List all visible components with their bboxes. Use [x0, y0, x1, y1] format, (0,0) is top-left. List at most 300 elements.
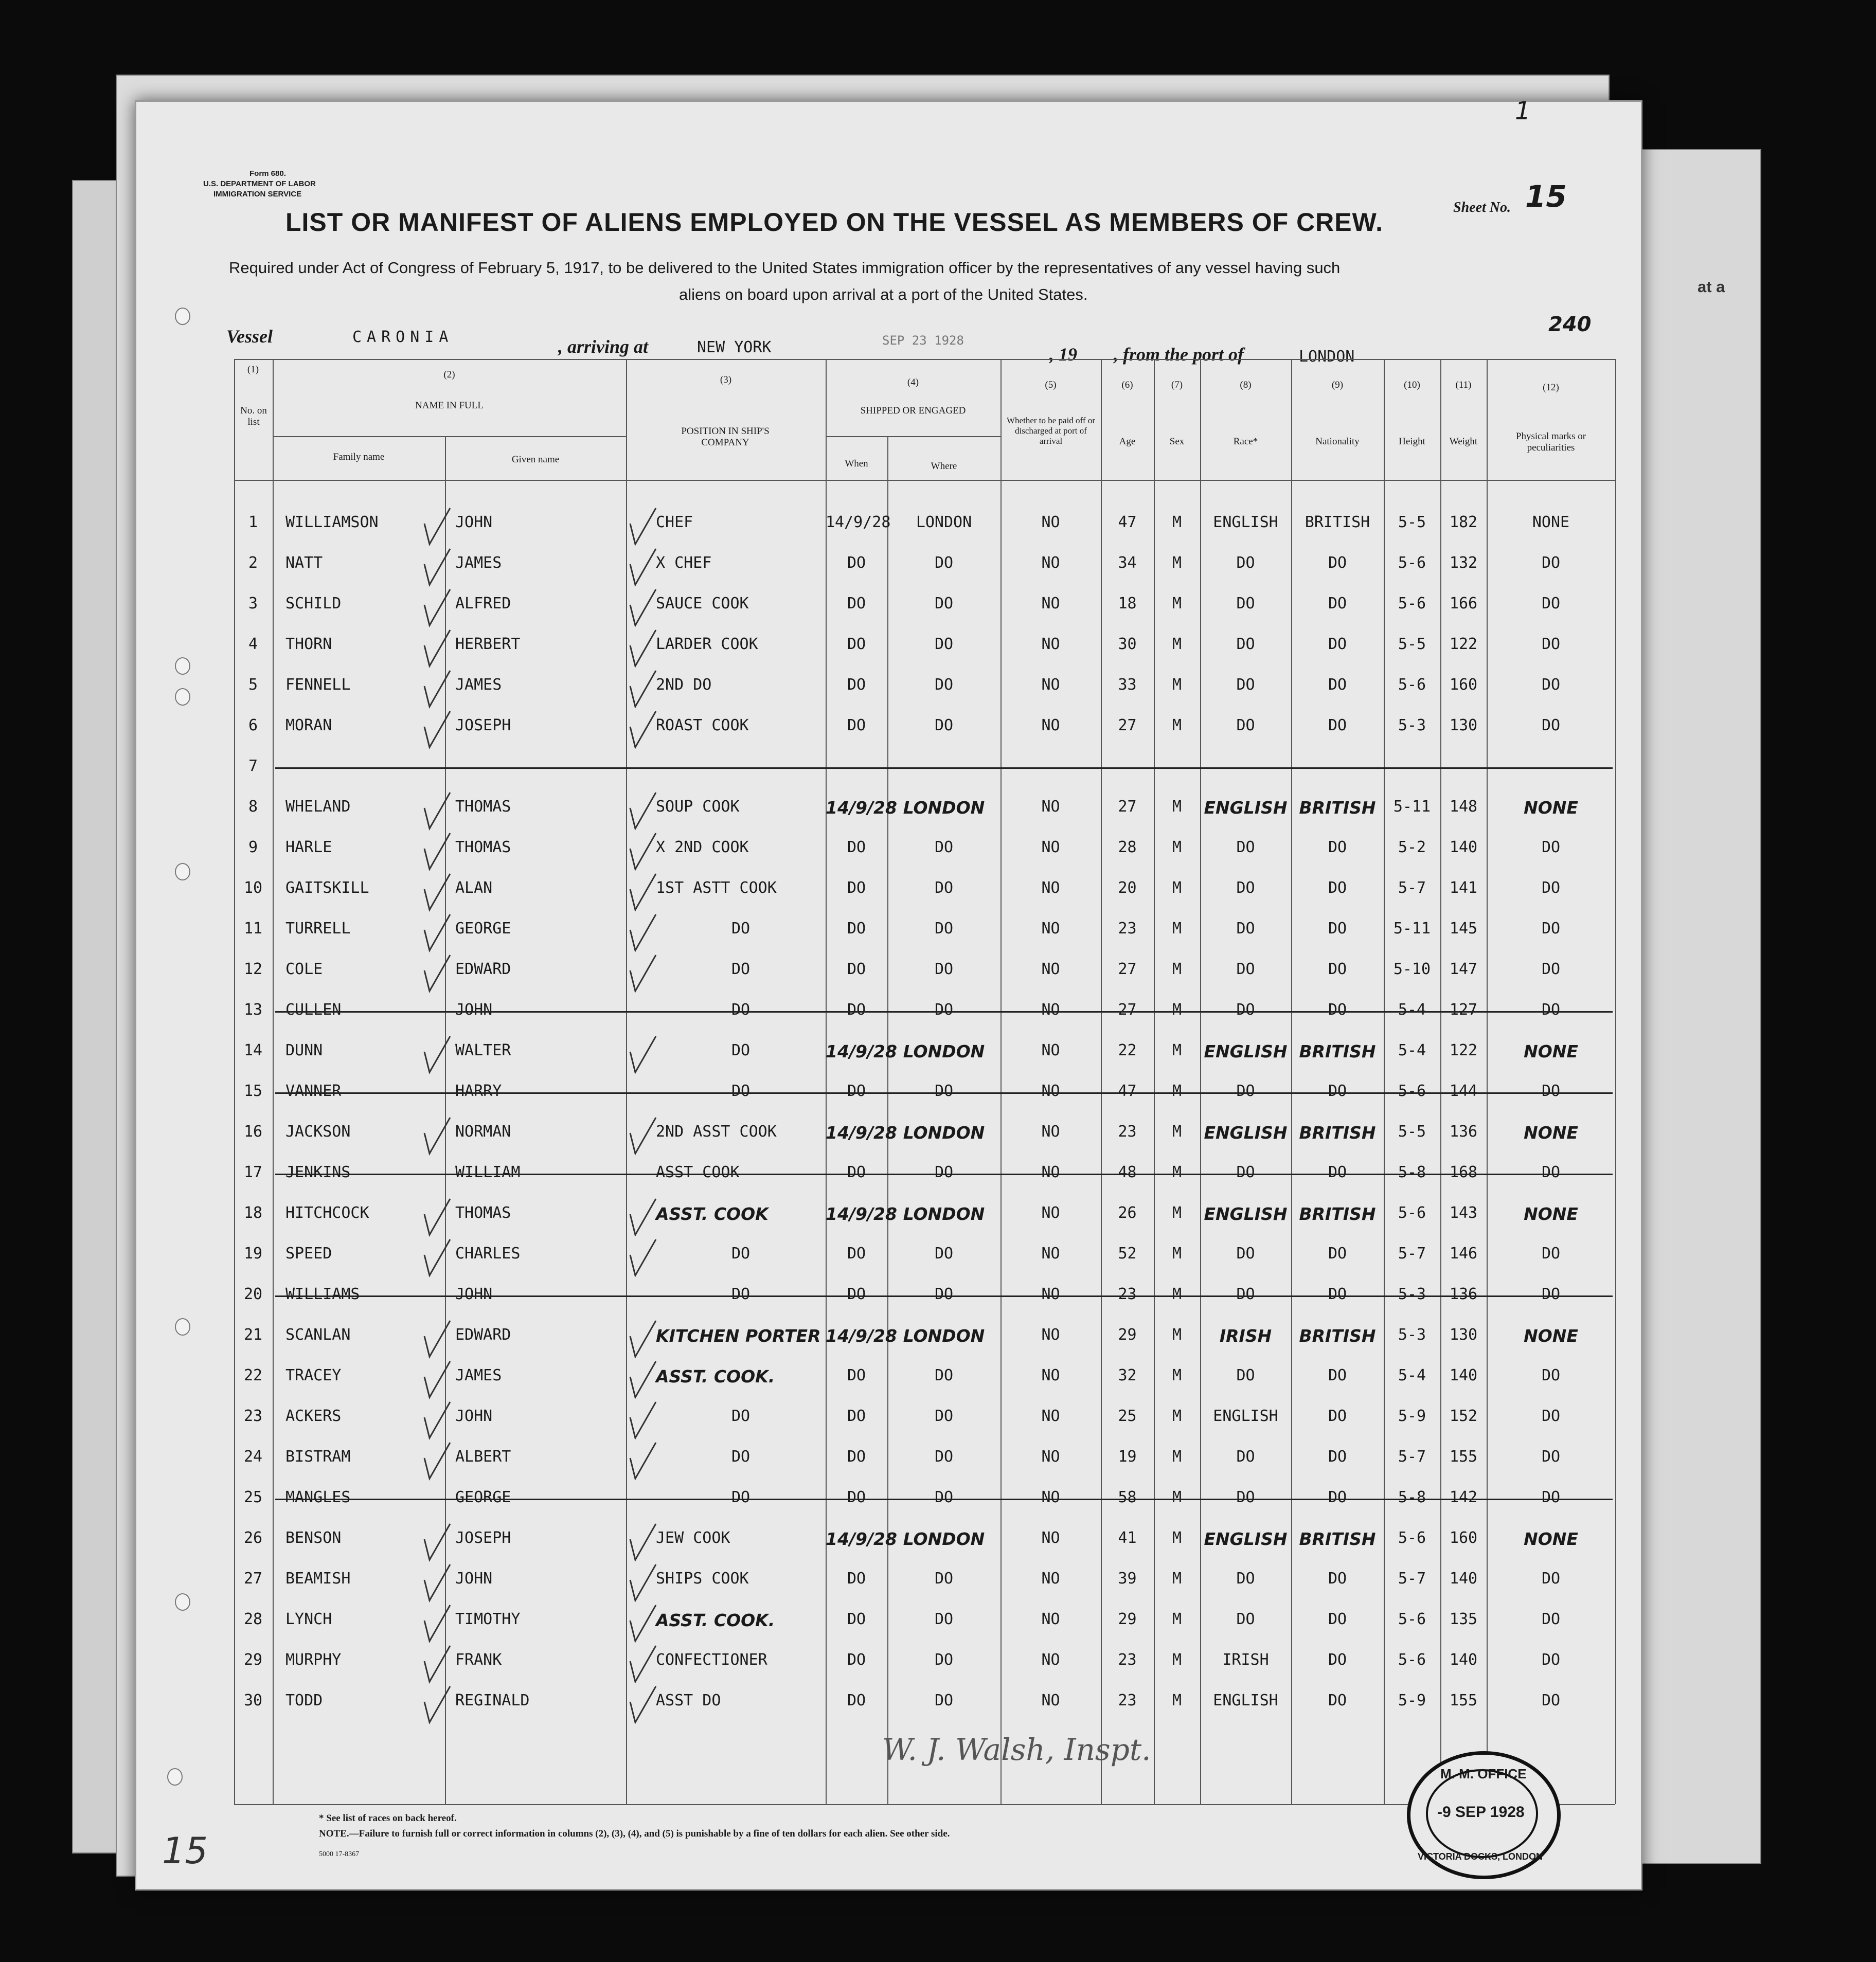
row-number: 20 — [243, 1285, 263, 1303]
position-check-mark — [630, 874, 656, 910]
race: DO — [1236, 1001, 1255, 1019]
family-name: BEAMISH — [285, 1570, 351, 1588]
height: 5-6 — [1398, 1529, 1426, 1547]
age: 23 — [1118, 1285, 1137, 1303]
nationality: DO — [1328, 1082, 1347, 1100]
position: ASST COOK — [656, 1163, 740, 1181]
age: 52 — [1118, 1245, 1137, 1263]
age: 20 — [1118, 879, 1137, 897]
sex: M — [1172, 1001, 1182, 1019]
family-name: TODD — [285, 1691, 323, 1709]
punch-hole — [175, 863, 190, 880]
shipped-when: DO — [847, 1448, 866, 1466]
position-check-mark — [630, 793, 656, 829]
col1-header: No. on list — [240, 405, 267, 427]
paid-off: NO — [1041, 1245, 1060, 1263]
row-number: 28 — [243, 1610, 263, 1628]
physical-marks: DO — [1541, 716, 1561, 734]
given-name: WALTER — [455, 1041, 511, 1059]
physical-marks: DO — [1541, 595, 1561, 613]
height: 5-6 — [1398, 1082, 1426, 1100]
family-check-mark — [424, 874, 450, 910]
physical-marks: DO — [1541, 1570, 1561, 1588]
shipped-where: DO — [934, 920, 954, 938]
family-name: MURPHY — [285, 1651, 342, 1669]
row-number: 11 — [243, 920, 263, 938]
position-check-mark — [630, 1036, 656, 1072]
family-name: SPEED — [285, 1245, 332, 1263]
nationality: DO — [1328, 1570, 1347, 1588]
age: 32 — [1118, 1366, 1137, 1384]
nationality: DO — [1328, 676, 1347, 694]
row-number: 17 — [243, 1163, 263, 1181]
row-number: 12 — [243, 960, 263, 978]
sex: M — [1172, 879, 1182, 897]
position-check-mark — [630, 1321, 656, 1357]
footnote-note: NOTE.—Failure to furnish full or correct information in columns (2), (3), (4), and (5) is punishable by a fine of ten dollars for each alien. See other side. — [319, 1828, 950, 1839]
family-name: SCANLAN — [285, 1326, 351, 1344]
row-number: 30 — [243, 1691, 263, 1709]
physical-marks: NONE — [1524, 1123, 1578, 1143]
family-check-mark — [424, 1646, 450, 1682]
height: 5-5 — [1398, 1123, 1426, 1141]
height: 5-3 — [1398, 716, 1426, 734]
col1-number: (1) — [247, 364, 259, 375]
shipped-where: DO — [934, 1570, 954, 1588]
given-name: JAMES — [455, 676, 502, 694]
age: 28 — [1118, 838, 1137, 856]
race: DO — [1236, 595, 1255, 613]
position: X CHEF — [656, 554, 712, 572]
page-title: LIST OR MANIFEST OF ALIENS EMPLOYED ON THE VESSEL AS MEMBERS OF CREW. — [285, 208, 1383, 237]
family-name: WHELAND — [285, 798, 351, 816]
height: 5-6 — [1398, 1610, 1426, 1628]
physical-marks: DO — [1541, 1610, 1561, 1628]
family-name: JENKINS — [285, 1163, 351, 1181]
paid-off: NO — [1041, 513, 1060, 531]
weight: 140 — [1449, 1570, 1478, 1588]
col8-header: Race* — [1233, 436, 1258, 447]
height: 5-7 — [1398, 1245, 1426, 1263]
weight: 140 — [1449, 838, 1478, 856]
nationality: BRITISH — [1299, 1326, 1376, 1346]
race: DO — [1236, 1488, 1255, 1506]
arriving-label: , arriving at — [558, 336, 649, 357]
position-check-mark — [630, 1686, 656, 1722]
col4-number: (4) — [907, 377, 919, 388]
age: 19 — [1118, 1448, 1137, 1466]
shipped-where: DO — [934, 1082, 954, 1100]
paid-off: NO — [1041, 1570, 1060, 1588]
paid-off: NO — [1041, 838, 1060, 856]
nationality: DO — [1328, 1448, 1347, 1466]
nationality: DO — [1328, 1245, 1347, 1263]
row-number: 9 — [248, 838, 258, 856]
family-name: WILLIAMS — [285, 1285, 360, 1303]
age: 26 — [1118, 1204, 1137, 1222]
given-name: HERBERT — [455, 635, 521, 653]
family-check-mark — [424, 1402, 450, 1438]
shipped-where: DO — [934, 1407, 954, 1425]
shipped-where: LONDON — [903, 1204, 985, 1224]
physical-marks: NONE — [1524, 1529, 1578, 1549]
family-check-mark — [424, 1239, 450, 1275]
family-name: BENSON — [285, 1529, 342, 1547]
position: X 2ND COOK — [656, 838, 749, 856]
shipped-where: LONDON — [903, 1326, 985, 1346]
shipped-where: DO — [934, 635, 954, 653]
nationality: BRITISH — [1299, 1041, 1376, 1061]
physical-marks: NONE — [1524, 1326, 1578, 1346]
row-number: 6 — [248, 716, 258, 734]
col2b-header: Given name — [511, 454, 560, 465]
row-number: 15 — [243, 1082, 263, 1100]
family-name: MORAN — [285, 716, 332, 734]
paid-off: NO — [1041, 1123, 1060, 1141]
family-check-mark — [424, 1321, 450, 1357]
margin-number: 15 — [162, 1830, 208, 1872]
physical-marks: DO — [1541, 920, 1561, 938]
family-name: JACKSON — [285, 1123, 351, 1141]
shipped-when: DO — [847, 716, 866, 734]
race: DO — [1236, 1366, 1255, 1384]
height: 5-9 — [1398, 1407, 1426, 1425]
stamp-location: VICTORIA DOCKS, LONDON — [1418, 1851, 1543, 1862]
shipped-where: DO — [934, 676, 954, 694]
shipped-where: DO — [934, 879, 954, 897]
shipped-when: DO — [847, 879, 866, 897]
height: 5-5 — [1398, 513, 1426, 531]
shipped-where: DO — [934, 595, 954, 613]
race: DO — [1236, 676, 1255, 694]
paid-off: NO — [1041, 676, 1060, 694]
weight: 140 — [1449, 1651, 1478, 1669]
given-name: TIMOTHY — [455, 1610, 521, 1628]
family-check-mark — [424, 589, 450, 625]
shipped-when: DO — [847, 1570, 866, 1588]
family-check-mark — [424, 549, 450, 585]
col10-number: (10) — [1404, 380, 1420, 390]
age: 33 — [1118, 676, 1137, 694]
check-marks — [136, 102, 1641, 1889]
family-name: HARLE — [285, 838, 332, 856]
footnote-races: * See list of races on back hereof. — [319, 1813, 457, 1824]
row-number: 29 — [243, 1651, 263, 1669]
position-check-mark — [630, 1118, 656, 1154]
sex: M — [1172, 1610, 1182, 1628]
race: DO — [1236, 1570, 1255, 1588]
family-check-mark — [424, 1605, 450, 1641]
age: 23 — [1118, 1651, 1137, 1669]
physical-marks: DO — [1541, 1285, 1561, 1303]
nationality: DO — [1328, 1651, 1347, 1669]
given-name: ALFRED — [455, 595, 511, 613]
paid-off: NO — [1041, 595, 1060, 613]
position-check-mark — [630, 1524, 656, 1560]
family-name: VANNER — [285, 1082, 342, 1100]
position: DO — [731, 1041, 751, 1059]
weight: 136 — [1449, 1285, 1478, 1303]
sex: M — [1172, 1041, 1182, 1059]
height: 5-6 — [1398, 595, 1426, 613]
height: 5-7 — [1398, 1448, 1426, 1466]
row-number: 23 — [243, 1407, 263, 1425]
weight: 155 — [1449, 1691, 1478, 1709]
inspector-signature: W. J. Walsh, Inspt. — [882, 1732, 1151, 1767]
row-number: 7 — [248, 757, 258, 775]
position: DO — [731, 1407, 751, 1425]
page-number: 240 — [1548, 313, 1592, 336]
punch-hole — [175, 1318, 190, 1336]
paid-off: NO — [1041, 554, 1060, 572]
sex: M — [1172, 1163, 1182, 1181]
family-name: FENNELL — [285, 676, 351, 694]
col4-header: SHIPPED OR ENGAGED — [860, 405, 966, 416]
shipped-where: DO — [934, 1488, 954, 1506]
paid-off: NO — [1041, 1082, 1060, 1100]
subtitle-line-2: aliens on board upon arrival at a port of the United States. — [679, 285, 1088, 303]
sex: M — [1172, 1407, 1182, 1425]
position-check-mark — [630, 1402, 656, 1438]
punch-hole — [175, 1593, 190, 1611]
weight: 168 — [1449, 1163, 1478, 1181]
nationality: DO — [1328, 1163, 1347, 1181]
print-code: 5000 17-8367 — [319, 1850, 360, 1858]
shipped-where: LONDON — [916, 513, 972, 531]
weight: 182 — [1449, 513, 1478, 531]
shipped-where: DO — [934, 960, 954, 978]
race: DO — [1236, 879, 1255, 897]
race: ENGLISH — [1204, 1041, 1288, 1061]
age: 39 — [1118, 1570, 1137, 1588]
weight: 146 — [1449, 1245, 1478, 1263]
row-number: 27 — [243, 1570, 263, 1588]
paid-off: NO — [1041, 879, 1060, 897]
shipped-when: DO — [847, 635, 866, 653]
shipped-when: DO — [847, 676, 866, 694]
row-number: 5 — [248, 676, 258, 694]
col12-number: (12) — [1543, 382, 1559, 393]
family-name: DUNN — [285, 1041, 323, 1059]
given-name: JOSEPH — [455, 1529, 511, 1547]
position-check-mark — [630, 589, 656, 625]
sex: M — [1172, 1366, 1182, 1384]
position-check-mark — [630, 508, 656, 544]
shipped-when: DO — [847, 1082, 866, 1100]
position: DO — [731, 1001, 751, 1019]
given-name: THOMAS — [455, 1204, 511, 1222]
physical-marks: DO — [1541, 1651, 1561, 1669]
shipped-where: DO — [934, 838, 954, 856]
family-name: THORN — [285, 635, 332, 653]
position: DO — [731, 1082, 751, 1100]
race: IRISH — [1219, 1326, 1272, 1346]
shipped-where: DO — [934, 1285, 954, 1303]
weight: 135 — [1449, 1610, 1478, 1628]
shipped-when: 14/9/28 — [826, 1123, 897, 1143]
col12-header: Physical marks or peculiarities — [1515, 431, 1586, 453]
position: DO — [731, 1448, 751, 1466]
position-check-mark — [630, 1239, 656, 1275]
position: 2ND ASST COOK — [656, 1123, 777, 1141]
family-check-mark — [424, 1564, 450, 1600]
position-check-mark — [630, 914, 656, 950]
shipped-when: DO — [847, 1001, 866, 1019]
race: DO — [1236, 960, 1255, 978]
paid-off: NO — [1041, 1163, 1060, 1181]
paid-off: NO — [1041, 1041, 1060, 1059]
given-name: JAMES — [455, 554, 502, 572]
height: 5-4 — [1398, 1366, 1426, 1384]
race: ENGLISH — [1204, 798, 1288, 818]
weight: 155 — [1449, 1448, 1478, 1466]
race: DO — [1236, 635, 1255, 653]
col8-number: (8) — [1240, 380, 1252, 390]
family-check-mark — [424, 1118, 450, 1154]
family-name: MANGLES — [285, 1488, 351, 1506]
nationality: BRITISH — [1305, 513, 1370, 531]
race: DO — [1236, 1245, 1255, 1263]
row-number: 3 — [248, 595, 258, 613]
shipped-when: DO — [847, 960, 866, 978]
shipped-when: DO — [847, 554, 866, 572]
family-check-mark — [424, 1524, 450, 1560]
family-name: ACKERS — [285, 1407, 342, 1425]
age: 27 — [1118, 1001, 1137, 1019]
height: 5-8 — [1398, 1163, 1426, 1181]
physical-marks: DO — [1541, 1366, 1561, 1384]
age: 47 — [1118, 1082, 1137, 1100]
shipped-where: DO — [934, 1366, 954, 1384]
nationality: BRITISH — [1299, 798, 1376, 818]
race: ENGLISH — [1213, 1691, 1278, 1709]
physical-marks: DO — [1541, 1163, 1561, 1181]
height: 5-11 — [1393, 798, 1431, 816]
family-check-mark — [424, 630, 450, 666]
height: 5-11 — [1393, 920, 1431, 938]
sex: M — [1172, 554, 1182, 572]
shipped-where: DO — [934, 1245, 954, 1263]
paid-off: NO — [1041, 798, 1060, 816]
paid-off: NO — [1041, 1204, 1060, 1222]
col7-number: (7) — [1171, 380, 1183, 390]
weight: 160 — [1449, 676, 1478, 694]
shipped-where: DO — [934, 554, 954, 572]
position: ASST DO — [656, 1691, 721, 1709]
position: ROAST COOK — [656, 716, 749, 734]
row-number: 24 — [243, 1448, 263, 1466]
paid-off: NO — [1041, 920, 1060, 938]
sex: M — [1172, 1488, 1182, 1506]
position-check-mark — [630, 1605, 656, 1641]
form-number: Form 680. — [249, 169, 286, 178]
punch-hole — [175, 308, 190, 325]
position: DO — [731, 920, 751, 938]
punch-hole — [175, 688, 190, 706]
punch-hole — [175, 657, 190, 675]
height: 5-4 — [1398, 1001, 1426, 1019]
position-check-mark — [630, 671, 656, 707]
sex: M — [1172, 838, 1182, 856]
given-name: EDWARD — [455, 960, 511, 978]
physical-marks: DO — [1541, 554, 1561, 572]
col11-number: (11) — [1455, 380, 1472, 390]
family-name: WILLIAMSON — [285, 513, 379, 531]
shipped-when: DO — [847, 1691, 866, 1709]
paid-off: NO — [1041, 1448, 1060, 1466]
shipped-when: DO — [847, 1651, 866, 1669]
position-check-mark — [630, 549, 656, 585]
physical-marks: DO — [1541, 676, 1561, 694]
nationality: DO — [1328, 1610, 1347, 1628]
family-name: TRACEY — [285, 1366, 342, 1384]
paid-off: NO — [1041, 1326, 1060, 1344]
col10-header: Height — [1399, 436, 1425, 447]
height: 5-8 — [1398, 1488, 1426, 1506]
nationality: DO — [1328, 838, 1347, 856]
family-name: HITCHCOCK — [285, 1204, 369, 1222]
nationality: BRITISH — [1299, 1204, 1376, 1224]
shipped-when: 14/9/28 — [826, 1204, 897, 1224]
row-number: 16 — [243, 1123, 263, 1141]
given-name: JOHN — [455, 513, 493, 531]
race: DO — [1236, 1448, 1255, 1466]
shipped-when: DO — [847, 1407, 866, 1425]
position: SAUCE COOK — [656, 595, 749, 613]
height: 5-6 — [1398, 554, 1426, 572]
sex: M — [1172, 960, 1182, 978]
height: 5-10 — [1393, 960, 1431, 978]
given-name: WILLIAM — [455, 1163, 521, 1181]
physical-marks: NONE — [1524, 798, 1578, 818]
sheet-label: Sheet No. — [1453, 200, 1511, 215]
weight: 122 — [1449, 1041, 1478, 1059]
nationality: DO — [1328, 920, 1347, 938]
race: DO — [1236, 920, 1255, 938]
given-name: JOHN — [455, 1407, 493, 1425]
age: 29 — [1118, 1610, 1137, 1628]
age: 47 — [1118, 513, 1137, 531]
year-label: , 19 — [1049, 344, 1077, 365]
shipped-when: 14/9/28 — [826, 1326, 897, 1346]
col2-number: (2) — [443, 369, 455, 380]
weight: 152 — [1449, 1407, 1478, 1425]
physical-marks: NONE — [1524, 1041, 1578, 1061]
physical-marks: DO — [1541, 1082, 1561, 1100]
sheet-number: 15 — [1525, 179, 1567, 214]
sex: M — [1172, 1529, 1182, 1547]
family-check-mark — [424, 1036, 450, 1072]
position: DO — [731, 1285, 751, 1303]
age: 30 — [1118, 635, 1137, 653]
sex: M — [1172, 1691, 1182, 1709]
position: JEW COOK — [656, 1529, 730, 1547]
nationality: DO — [1328, 716, 1347, 734]
row-number: 25 — [243, 1488, 263, 1506]
race: DO — [1236, 554, 1255, 572]
row-number: 13 — [243, 1001, 263, 1019]
position-check-mark — [630, 1361, 656, 1397]
col11-header: Weight — [1449, 436, 1478, 447]
shipped-where: DO — [934, 1448, 954, 1466]
mm-office-stamp — [1407, 1751, 1561, 1879]
position-check-mark — [630, 833, 656, 869]
paid-off: NO — [1041, 635, 1060, 653]
weight: 141 — [1449, 879, 1478, 897]
corner-mark: 1 — [1515, 97, 1531, 125]
sex: M — [1172, 1448, 1182, 1466]
shipped-when: DO — [847, 1610, 866, 1628]
